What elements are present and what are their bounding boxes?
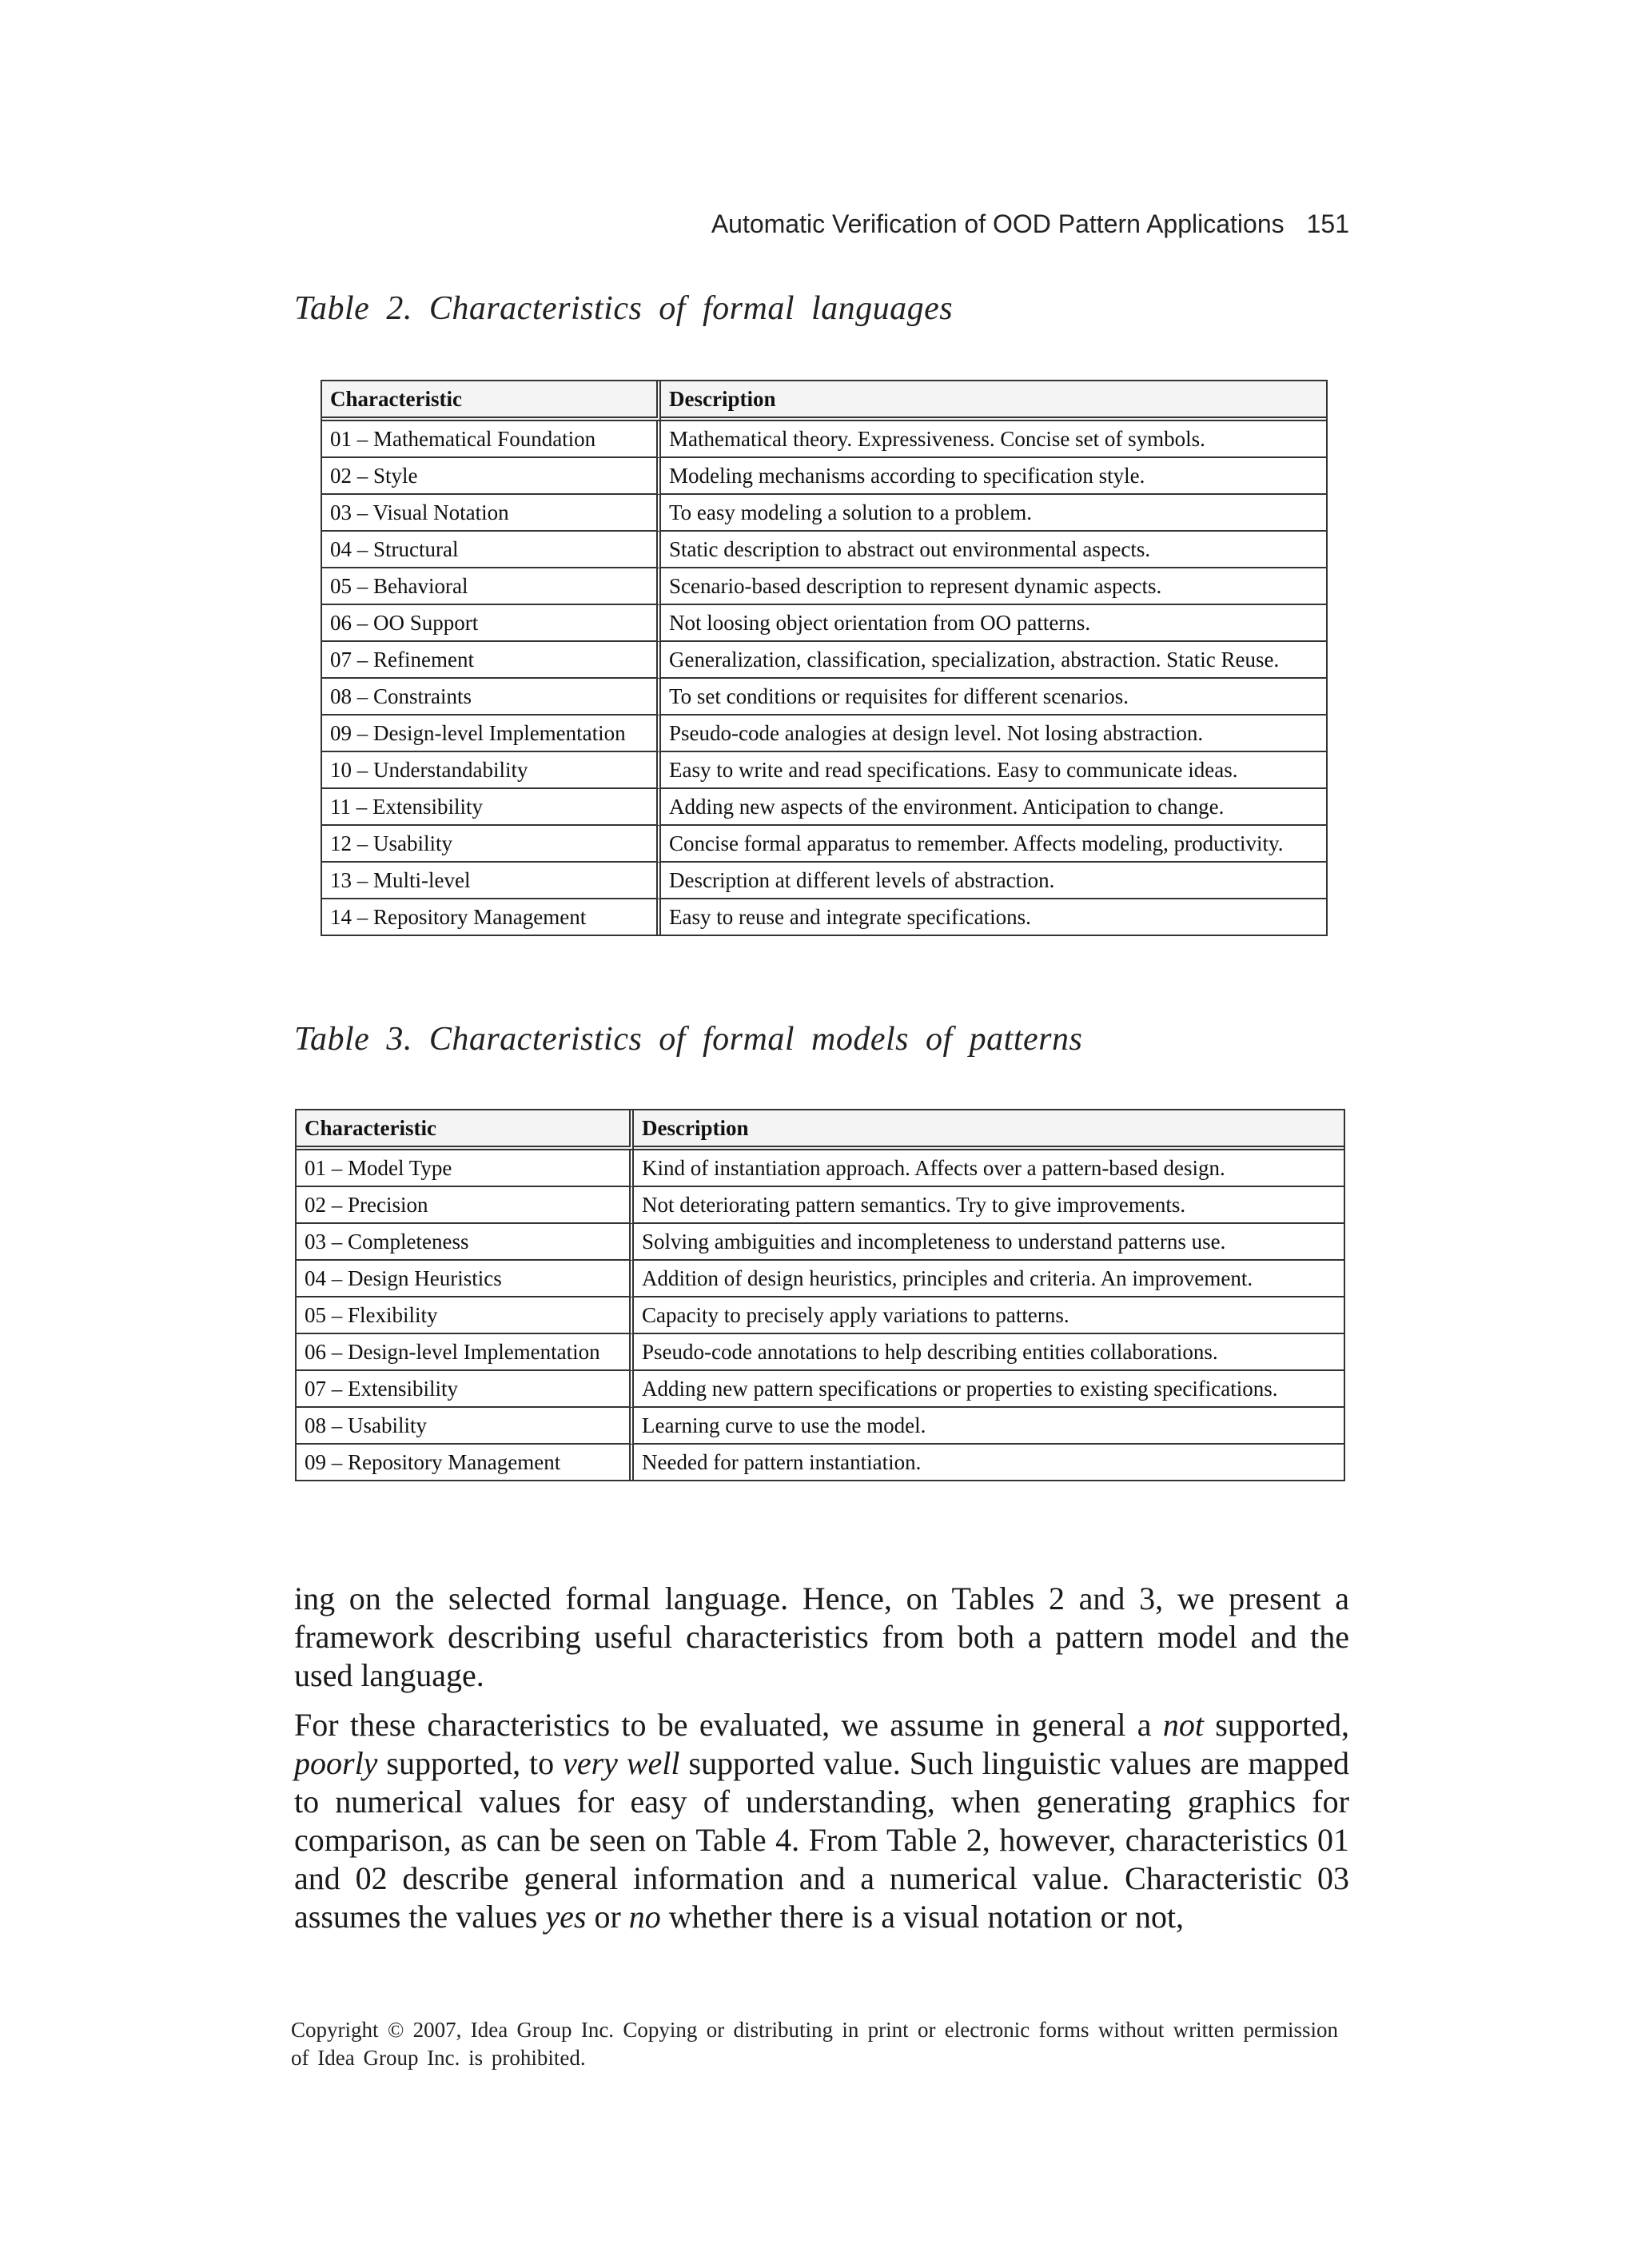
description-cell: Solving ambiguities and incompleteness to understand patterns use. xyxy=(634,1224,1344,1261)
description-cell: Addition of design heuristics, principles and criteria. An improvement. xyxy=(634,1261,1344,1297)
table-row xyxy=(297,1187,1344,1224)
header-description: Description xyxy=(661,381,1326,421)
copyright-notice: Copyright © 2007, Idea Group Inc. Copying or distributing in print or electronic forms without written permission of Idea Group Inc. is prohibited. xyxy=(291,2018,1338,2070)
body-paragraph-2 xyxy=(294,1706,1349,1936)
table-row xyxy=(322,495,1326,532)
characteristic-cell: 03 – Visual Notation xyxy=(322,495,661,532)
characteristic-cell: 09 – Repository Management xyxy=(297,1445,634,1480)
text-run: or xyxy=(586,1899,629,1935)
table-row xyxy=(297,1445,1344,1480)
emphasis-poorly: poorly xyxy=(294,1745,378,1781)
table-row xyxy=(322,826,1326,863)
characteristic-cell: 12 – Usability xyxy=(322,826,661,863)
description-cell: Mathematical theory. Expressiveness. Concise set of symbols. xyxy=(661,421,1326,458)
characteristic-cell: 04 – Structural xyxy=(322,532,661,568)
table-row xyxy=(322,568,1326,605)
table-row xyxy=(297,1150,1344,1187)
description-cell: Pseudo-code analogies at design level. Not losing abstraction. xyxy=(661,715,1326,752)
table-3-formal-models-of-patterns xyxy=(295,1109,1345,1481)
table-row xyxy=(297,1297,1344,1334)
table-row xyxy=(322,458,1326,495)
characteristic-cell: 05 – Flexibility xyxy=(297,1297,634,1334)
text-run: supported, xyxy=(1203,1707,1349,1743)
characteristic-cell: 06 – OO Support xyxy=(322,605,661,642)
text-run: supported, to xyxy=(377,1745,564,1781)
characteristic-cell: 03 – Completeness xyxy=(297,1224,634,1261)
running-title: Automatic Verification of OOD Pattern Applications xyxy=(711,209,1285,238)
table-3-caption: Table 3. Characteristics of formal models of patterns xyxy=(294,1021,1083,1058)
description-cell: Modeling mechanisms according to specification style. xyxy=(661,458,1326,495)
table-row xyxy=(322,532,1326,568)
characteristic-cell: 02 – Precision xyxy=(297,1187,634,1224)
header-characteristic: Characteristic xyxy=(297,1110,634,1150)
table-row xyxy=(322,679,1326,715)
description-cell: Static description to abstract out environmental aspects. xyxy=(661,532,1326,568)
table-row xyxy=(297,1261,1344,1297)
table-row xyxy=(322,715,1326,752)
emphasis-very-well: very well xyxy=(563,1745,680,1781)
header-characteristic: Characteristic xyxy=(322,381,661,421)
characteristic-cell: 04 – Design Heuristics xyxy=(297,1261,634,1297)
description-cell: Concise formal apparatus to remember. Affects modeling, productivity. xyxy=(661,826,1326,863)
characteristic-cell: 01 – Model Type xyxy=(297,1150,634,1187)
table-2-caption: Table 2. Characteristics of formal languages xyxy=(294,290,954,327)
characteristic-cell: 11 – Extensibility xyxy=(322,789,661,826)
description-cell: Adding new pattern specifications or properties to existing specifications. xyxy=(634,1371,1344,1408)
description-cell: To easy modeling a solution to a problem. xyxy=(661,495,1326,532)
characteristic-cell: 13 – Multi-level xyxy=(322,863,661,899)
description-cell: Needed for pattern instantiation. xyxy=(642,1450,922,1474)
description-cell: Easy to write and read specifications. Easy to communicate ideas. xyxy=(661,752,1326,789)
text-run: whether there is a visual notation or not, xyxy=(660,1899,1185,1935)
text-run: supported value. Such linguistic values are mapped to numerical values for easy of understanding, when generating graphics for comparison, as can be seen on Table 4. From Table 2, however, characteristics 01 and 02 describe general information and a numerical value. Characteristic 03 assumes the values xyxy=(294,1745,1349,1935)
description-cell: Description at different levels of abstraction. xyxy=(661,863,1326,899)
description-cell: Generalization, classification, specialization, abstraction. Static Reuse. xyxy=(661,642,1326,679)
table-row xyxy=(297,1334,1344,1371)
description-cell: Scenario-based description to represent dynamic aspects. xyxy=(661,568,1326,605)
table-row xyxy=(322,863,1326,899)
table-2-formal-languages xyxy=(321,380,1328,936)
paragraph-text: ing on the selected formal language. Hence, on Tables 2 and 3, we present a framework describing useful characteristics from both a pattern model and the used language. xyxy=(294,1580,1349,1693)
description-cell: Learning curve to use the model. xyxy=(634,1408,1344,1445)
emphasis-no: no xyxy=(628,1899,661,1935)
emphasis-not: not xyxy=(1162,1707,1204,1743)
characteristic-cell: 14 – Repository Management xyxy=(322,899,661,935)
description-cell: Pseudo-code annotations to help describing entities collaborations. xyxy=(634,1334,1344,1371)
characteristic-cell: 08 – Usability xyxy=(297,1408,634,1445)
table-row xyxy=(297,1224,1344,1261)
table-row xyxy=(322,421,1326,458)
description-cell: Not deteriorating pattern semantics. Try to give improvements. xyxy=(634,1187,1344,1224)
description-cell: Not loosing object orientation from OO patterns. xyxy=(661,605,1326,642)
table-header-row xyxy=(297,1110,1344,1150)
description-cell: Kind of instantiation approach. Affects over a pattern-based design. xyxy=(634,1150,1344,1187)
characteristic-cell: 02 – Style xyxy=(322,458,661,495)
table-row xyxy=(297,1371,1344,1408)
header-description: Description xyxy=(634,1110,1344,1150)
body-paragraph-1 xyxy=(294,1580,1349,1695)
characteristic-cell: 06 – Design-level Implementation xyxy=(297,1334,634,1371)
characteristic-cell: 07 – Extensibility xyxy=(297,1371,634,1408)
page-number: 151 xyxy=(1306,209,1349,238)
table-row xyxy=(322,605,1326,642)
description-cell: Adding new aspects of the environment. Anticipation to change. xyxy=(661,789,1326,826)
characteristic-cell: 07 – Refinement xyxy=(322,642,661,679)
emphasis-yes: yes xyxy=(545,1899,587,1935)
characteristic-cell: 05 – Behavioral xyxy=(322,568,661,605)
table-row xyxy=(322,899,1326,935)
characteristic-cell: 01 – Mathematical Foundation xyxy=(322,421,661,458)
text-run: For these characteristics to be evaluated, we assume in general a xyxy=(294,1707,1163,1743)
table-row xyxy=(297,1408,1344,1445)
running-header xyxy=(0,209,1349,239)
table-header-row xyxy=(322,381,1326,421)
table-row xyxy=(322,789,1326,826)
characteristic-cell: 10 – Understandability xyxy=(322,752,661,789)
table-row xyxy=(322,642,1326,679)
table-row xyxy=(322,752,1326,789)
characteristic-cell: 08 – Constraints xyxy=(322,679,661,715)
paragraph-text xyxy=(294,1706,1349,1936)
description-cell: Capacity to precisely apply variations to patterns. xyxy=(634,1297,1344,1334)
description-cell: To set conditions or requisites for different scenarios. xyxy=(661,679,1326,715)
description-cell: Easy to reuse and integrate specifications. xyxy=(669,905,1031,929)
characteristic-cell: 09 – Design-level Implementation xyxy=(322,715,661,752)
